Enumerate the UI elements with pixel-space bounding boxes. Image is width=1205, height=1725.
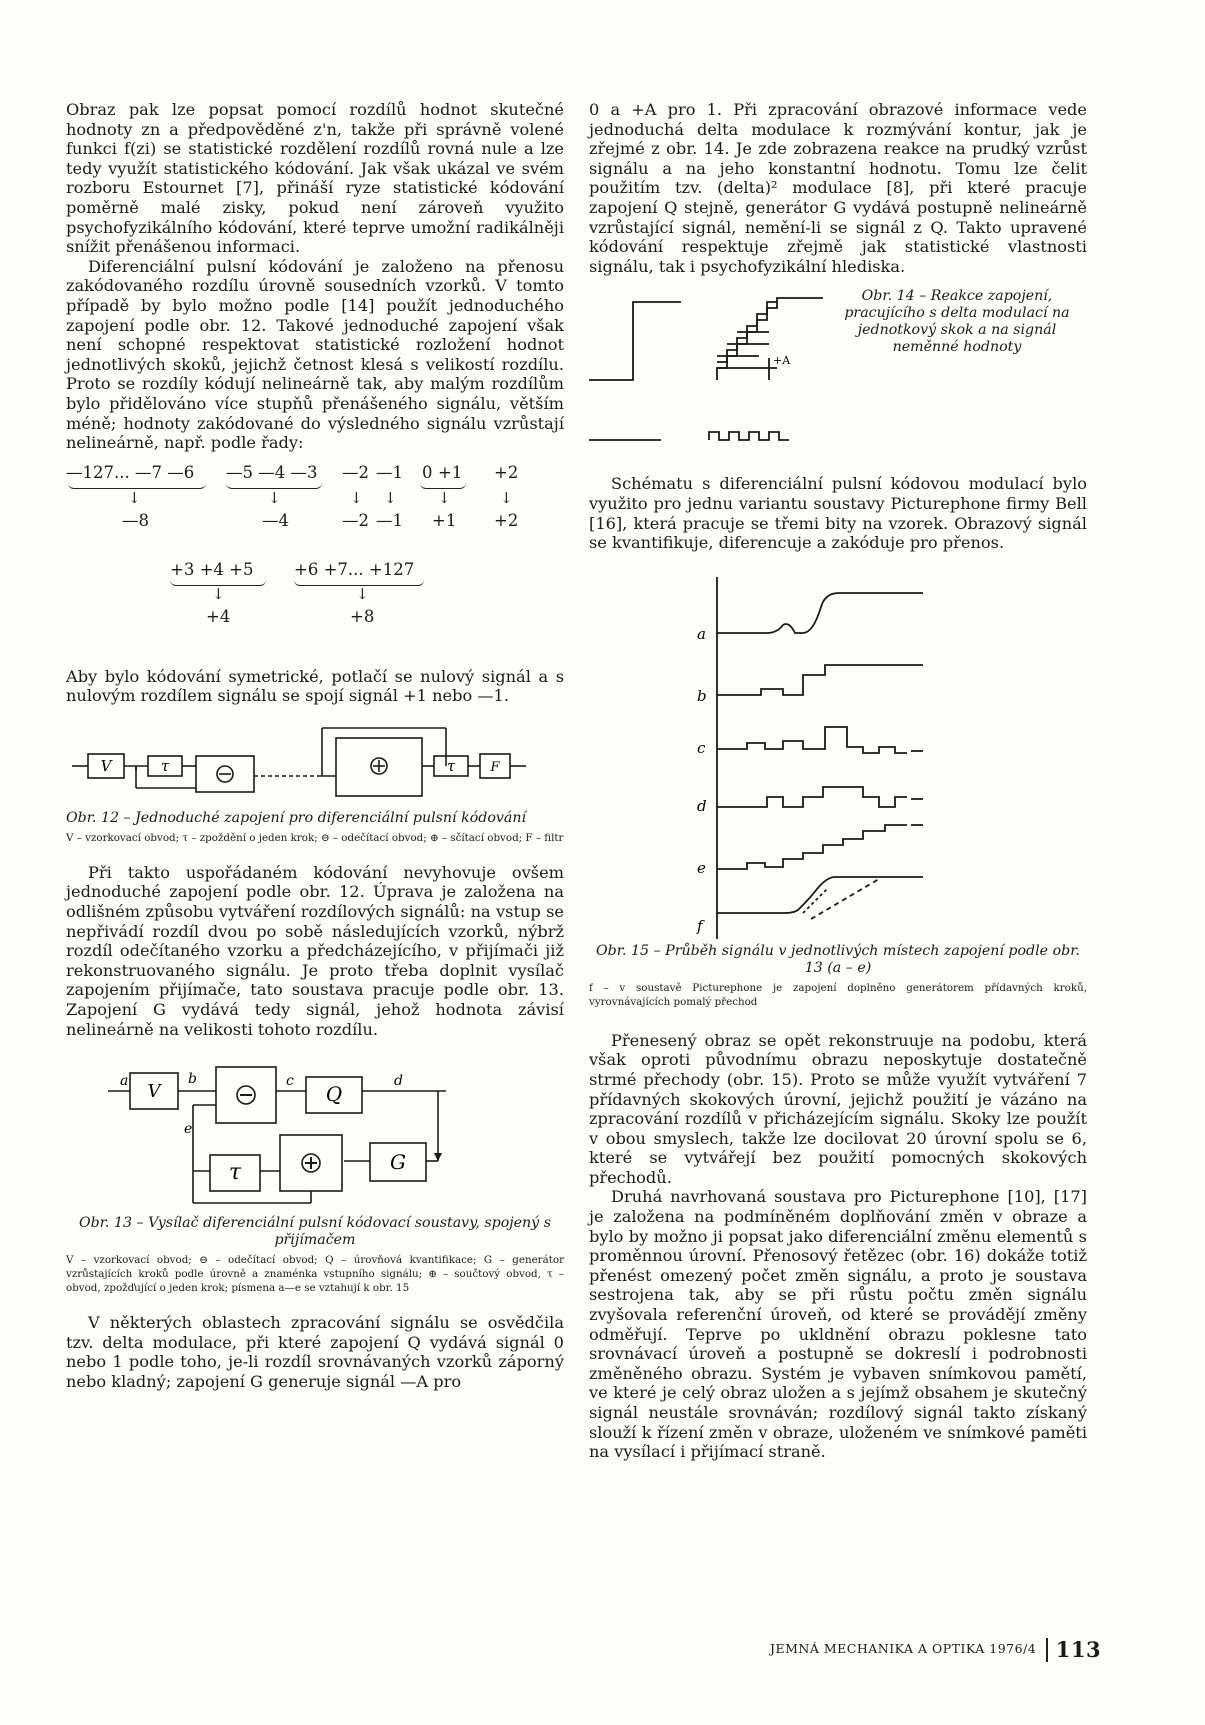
arrow: ↓: [212, 584, 225, 603]
seq-result: —1: [376, 510, 403, 530]
fig14-a-label: +A: [773, 354, 791, 368]
figure-14: [589, 288, 1087, 452]
seq-value: —1: [376, 462, 403, 482]
fig13-caption: Obr. 13 – Vysílač diferenciální pulsní kódovací soustavy, spojený s přijímačem: [79, 1215, 551, 1249]
plus-icon: [305, 1157, 317, 1169]
seq-group: —127... —7 —6: [66, 462, 195, 482]
fig15-row-label: b: [697, 686, 707, 705]
arrow: ↓: [356, 584, 369, 603]
fig14-caption: Obr. 14 – Reakce zapojení, pracujícího s delta modulací na jednotkový skok a na signál neměnné hodnoty: [844, 288, 1070, 356]
seq-value: 0: [422, 462, 433, 482]
paragraph: Diferenciální pulsní kódování je založeno na přenosu zakódovaného rozdílu úrovně sousedních vzorků. V tomto případě by bylo možno podle [14] použít jednoduchého zapojení podle obr. 12. Takové jednoduché zapojení však není schopné respektovat statistické rozložení hodnot jednotlivých skoků, jejichž četnost klesá s velikostí rozdílu. Proto se rozdíly kódují nelineárně tak, aby malým rozdílům bylo přidělováno více stupňů přenášeného signálu, větším méně; hodnoty zakódované do výsledného signálu vzrůstají nelineárně, např. podle řady:: [66, 256, 564, 453]
arrow: ↓: [128, 488, 141, 507]
fig12-tau-label: τ: [160, 756, 170, 775]
seq-result: —4: [262, 510, 289, 530]
arrow: ↓: [500, 488, 513, 507]
fig15-row-label: f: [697, 916, 703, 935]
fig15-diagram: [589, 577, 1087, 939]
fig13-diagram: [66, 1061, 564, 1211]
seq-result: —8: [122, 510, 149, 530]
fig15-row-label: a: [697, 624, 706, 643]
fig12-tau2-label: τ: [446, 756, 456, 775]
right-column: [589, 100, 1087, 1462]
fig15-row-label: d: [697, 796, 707, 815]
journal-title: JEMNÁ MECHANIKA A OPTIKA 1976/4: [770, 1641, 1037, 1656]
seq-result: +8: [350, 606, 375, 626]
fig13-g-label: G: [390, 1150, 406, 1175]
fig15-row-label: e: [697, 858, 706, 877]
figure-12: [66, 726, 564, 804]
paragraph: Aby bylo kódování symetrické, potlačí se nulový signál a s nulovým rozdílem signálu se spojí signál +1 nebo —1.: [66, 666, 564, 706]
arrow: ↓: [384, 488, 397, 507]
seq-result: +1: [432, 510, 457, 530]
fig12-v-label: V: [100, 756, 112, 775]
seq-result: —2: [342, 510, 369, 530]
fig12-f-label: F: [490, 759, 500, 775]
footer-divider: [1046, 1638, 1048, 1662]
page-footer: [770, 1637, 1101, 1662]
fig15-caption: Obr. 15 – Průběh signálu v jednotlivých místech zapojení podle obr. 13 (a – e): [596, 942, 1080, 976]
fig15-row-label: c: [697, 738, 706, 757]
arrow: ↓: [438, 488, 451, 507]
fig13-e-label: e: [184, 1121, 193, 1138]
seq-group: —5 —4 —3: [226, 462, 318, 482]
coding-sequence: [66, 463, 564, 663]
arrow: ↓: [268, 488, 281, 507]
left-column: [66, 100, 564, 1392]
fig14-caption-box: [829, 288, 1085, 356]
paragraph: Druhá navrhovaná soustava pro Picturephone [10], [17] je založena na podmíněném doplňování změn v obraze a bylo by možno ji popsat jako diferenciální změnu elementů s proměnnou úrovní. Přenosový řetězec (obr. 16) dokáže totiž přenést omezený počet změn signálu, a proto je soustava sestrojena tak, aby se při růstu počtu změn signálu zvyšovala referenční úroveň, od které se provádějí změny odměřují. Teprve po ukldnění obrazu poklesne tato srovnávací úroveň a postupně se dokreslí i podrobnosti změněného obrazu. Systém je vybaven snímkovou pamětí, ve které je celý obraz uložen a s jejímž obsahem je skutečný signál neustále srovnáván; rozdílový signál takto získaný slouží k řízení změn v obraze, uloženém ve snímkové paměti na vysílací i přijímací straně.: [589, 1187, 1087, 1462]
seq-value: +1: [438, 462, 463, 482]
seq-value: —2: [342, 462, 369, 482]
fig13-b-label: b: [188, 1071, 197, 1088]
seq-group: +6 +7... +127: [294, 559, 415, 579]
seq-value: +2: [494, 462, 519, 482]
paragraph: V některých oblastech zpracování signálu se osvědčila tzv. delta modulace, při které zapojení Q vydává signál 0 nebo 1 podle toho, je-li rozdíl srovnávaných vzorků záporný nebo kladný; zapojení G generuje signál —A pro: [66, 1313, 564, 1391]
page-number: 113: [1055, 1637, 1102, 1662]
figure-13: [66, 1061, 564, 1211]
paragraph: Obraz pak lze popsat pomocí rozdílů hodnot skutečné hodnoty zn a předpověděné z'n, takže při správně volené funkci f(zi) se statistické rozdělení rozdílů rovná nule a lze tedy využít statistického kódování. Jak však ukázal ve svém rozboru Estournet [7], přináší ryze statistické kódování poměrně malé zisky, pokud není zároveň využito psychofyzikálního kódování, které teprve umožní radikálněji snížit přenášenou informaci.: [66, 100, 564, 257]
fig12-diagram: [66, 726, 564, 804]
figure-15: [589, 577, 1087, 939]
fig15-legend: f – v soustavě Picturephone je zapojení doplněno generátorem přídavných kroků, vyrovnávajících pomalý přechod: [589, 981, 1087, 1008]
paragraph: Přenesený obraz se opět rekonstruuje na podobu, která však oproti původnímu obrazu neposkytuje dostatečně strmé přechody (obr. 15). Proto se může využít vytváření 7 přídavných skokových úrovní, jejichž použití je vázáno na zpracování rozdílů v přicházejícím signálu. Skoky lze použít v obou smyslech, takže lze docilovat 20 úrovní spolu se 6, které se vytvářejí bez použití pomocných skokových přechodů.: [589, 1030, 1087, 1187]
fig13-d-label: d: [394, 1073, 403, 1090]
fig13-q-label: Q: [325, 1082, 343, 1107]
arrow: ↓: [350, 488, 363, 507]
fig13-v-label: V: [147, 1081, 161, 1103]
paragraph: Při takto uspořádaném kódování nevyhovuje ovšem jednoduché zapojení podle obr. 12. Úprava je založena na odlišném způsobu vytváření rozdílových signálů: na vstup se nepřivádí rozdíl dvou po sobě následujících vzorků, nýbrž rozdíl odečítaného vzorku a předcházejícího, v přijímači již rekonstruovaného signálu. Je proto třeba doplnit vysílač zapojením přijímače, tato soustava pracuje podle obr. 13. Zapojení G vydává tedy signál, jehož hodnota závisí nelineárně na velikosti tohoto rozdílu.: [66, 862, 564, 1039]
plus-icon: [373, 760, 385, 772]
seq-result: +2: [494, 510, 519, 530]
paragraph: Schématu s diferenciální pulsní kódovou modulací bylo využito pro jednu variantu soustavy Picturephone firmy Bell [16], která pracuje se třemi bity na vzorek. Obrazový signál se kvantifikuje, diferencuje a zakóduje pro přenos.: [589, 474, 1087, 553]
fig13-tau-label: τ: [228, 1160, 242, 1186]
fig13-legend: V – vzorkovací obvod; ⊖ – odečítací obvod; Q – úrovňová kvantifikace; G – generátor vzrůstajících kroků podle úrovně a znaménka vstupního signálu; ⊕ – součtový obvod, τ – obvod, zpožďující o jeden krok; písmena a—e se vztahují k obr. 15: [66, 1254, 564, 1295]
paragraph: 0 a +A pro 1. Při zpracování obrazové informace vede jednoduchá delta modulace k rozmývání kontur, jak je zřejmé z obr. 14. Je zde zobrazena reakce na prudký vzrůst signálu a na jeho konstantní hodnotu. Tomu lze čelit použitím tzv. (delta)² modulace [8], při které pracuje zapojení Q stejně, generátor G vydává postupně nelineárně vzrůstající signál, nemění-li se signál z Q. Takto upravené kódování respektuje zřejmě jak statistické vlastnosti signálu, tak i psychofyzikální hlediska.: [589, 100, 1087, 276]
fig13-a-label: a: [120, 1073, 129, 1090]
seq-result: +4: [206, 606, 231, 626]
fig13-c-label: c: [286, 1073, 294, 1090]
fig12-caption: Obr. 12 – Jednoduché zapojení pro diferenciální pulsní kódování: [66, 809, 527, 826]
seq-group: +3 +4 +5: [170, 559, 254, 579]
fig12-legend: V – vzorkovací obvod; τ – zpoždění o jeden krok; ⊖ – odečítací obvod; ⊕ – sčítací obvod; F – filtr: [66, 831, 564, 844]
